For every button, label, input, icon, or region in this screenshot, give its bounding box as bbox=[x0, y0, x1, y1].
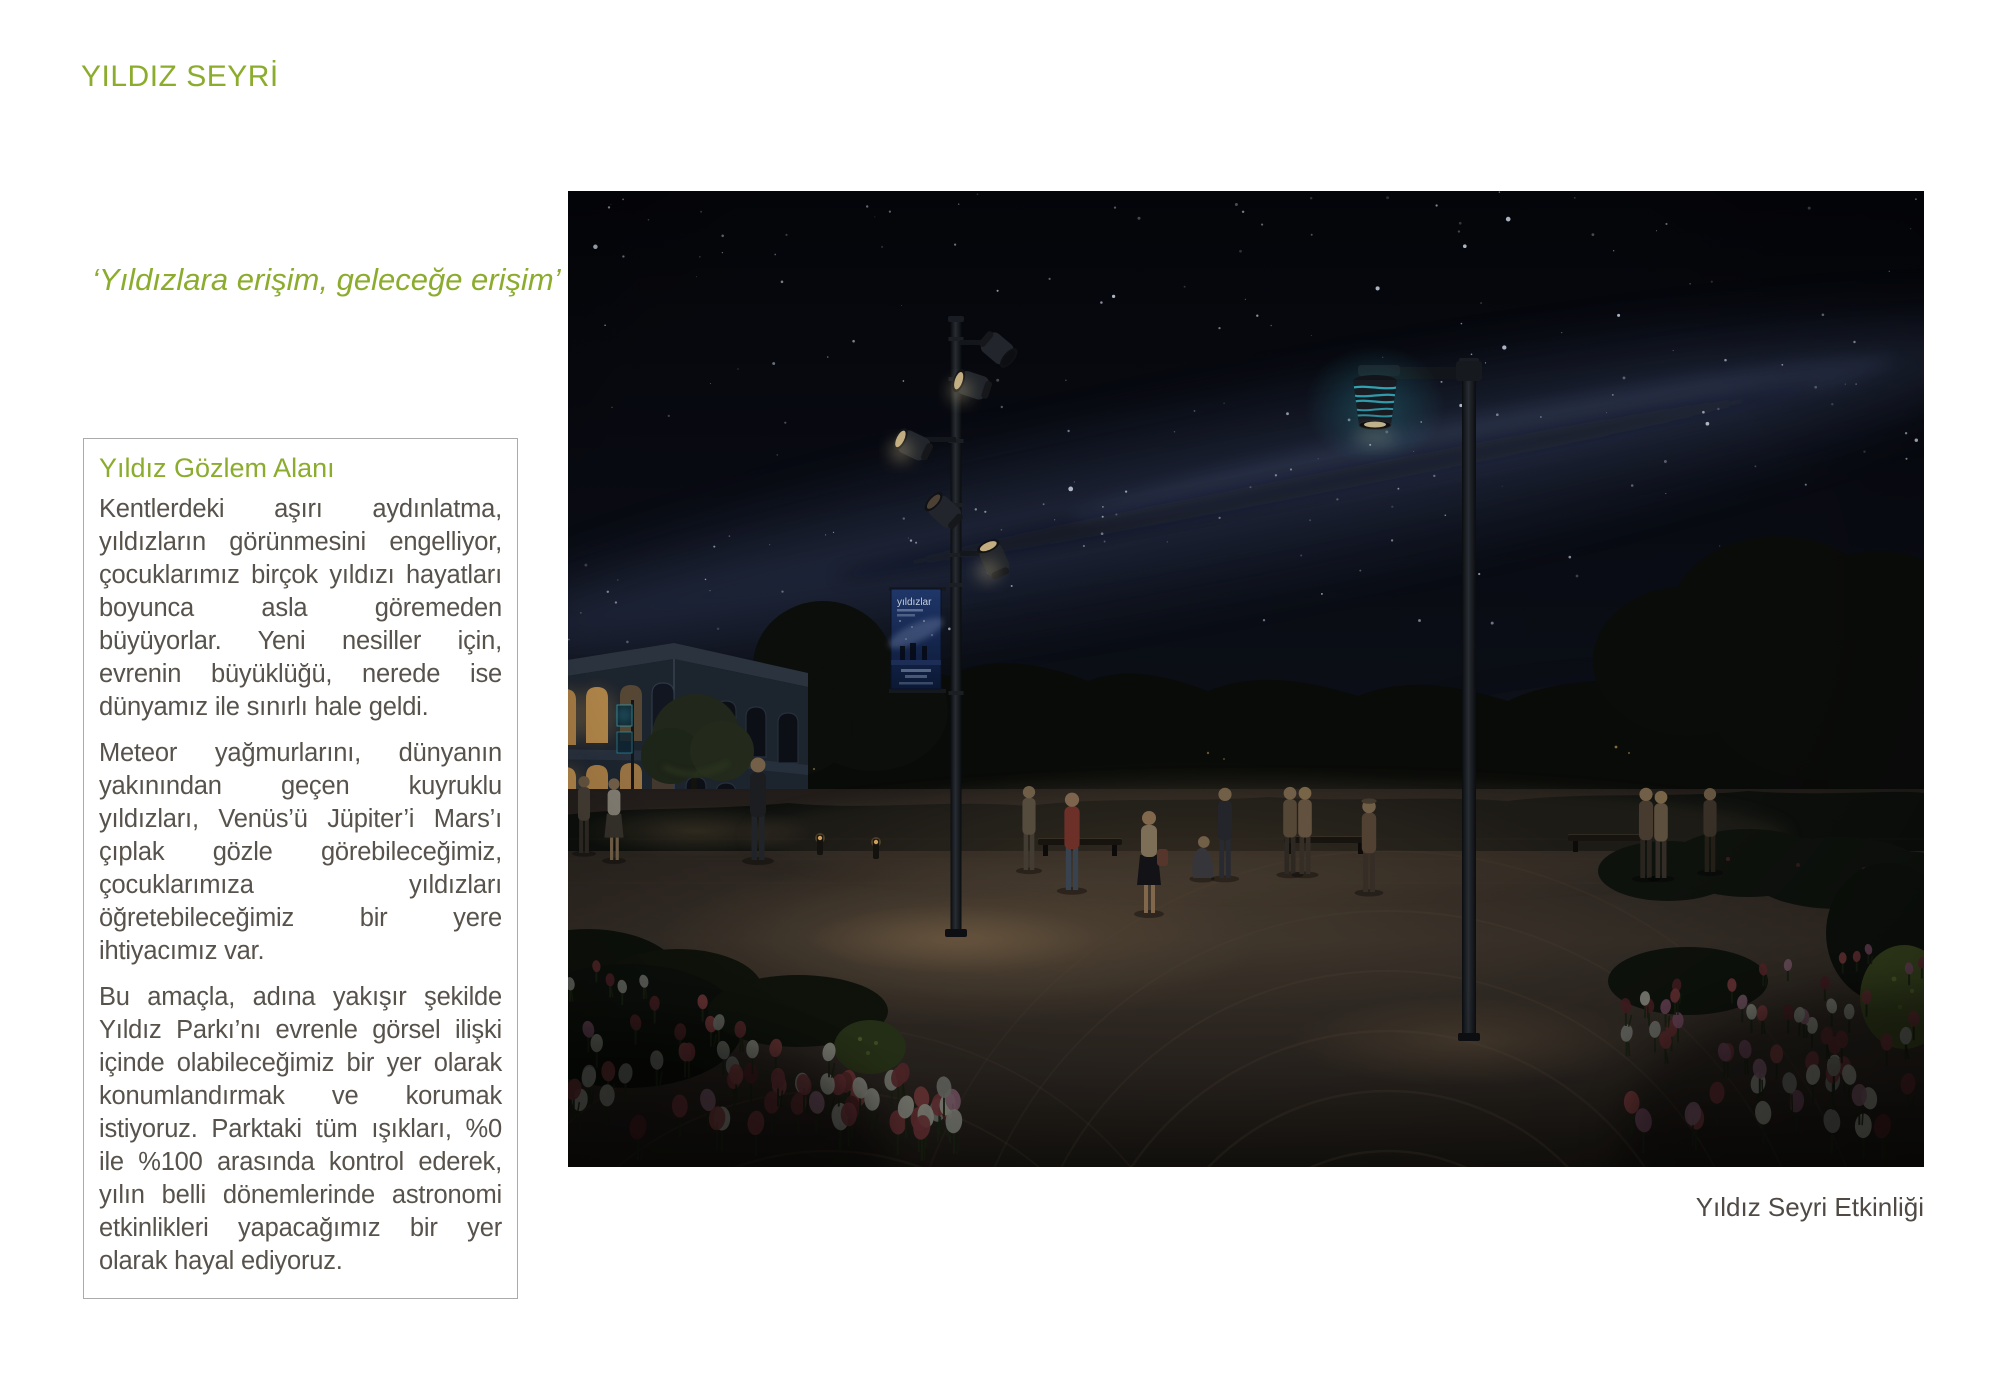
info-box-heading: Yıldız Gözlem Alanı bbox=[99, 453, 335, 483]
motto-quote: ‘Yıldızlara erişim, geleceğe erişim’ bbox=[92, 262, 561, 297]
night-park-render bbox=[568, 191, 1924, 1167]
info-box bbox=[83, 438, 518, 1299]
page-title: YILDIZ SEYRİ bbox=[81, 60, 279, 93]
info-box-paragraph: Bu amaçla, adına yakışır şekilde Yıldız Parkı’nı evrenle görsel ilişki içinde olabileceğimiz bir yer olarak konumlandırmak ve korumak istiyoruz. Parktaki tüm ışıkları, %0 ile %100 arasında kontrol ederek, yılın belli dönemlerinde astronomi etkinlikleri yapacağımız bir yer olarak hayal ediyoruz. bbox=[99, 983, 502, 1275]
info-box-paragraph: Kentlerdeki aşırı aydınlatma, yıldızların görünmesini engelliyor, çocuklarımız birçok yıldızı hayatları boyunca asla göremeden büyüyorlar. Yeni nesiller için, evrenin büyüklüğü, nerede ise dünyamız ile sınırlı hale geldi. bbox=[99, 495, 502, 721]
info-box-paragraph: Meteor yağmurlarını, dünyanın yakınından geçen kuyruklu yıldızları, Venüs’ü Jüpiter’i Mars’ı çıplak gözle görebileceğimiz, çocuklarımıza yıldızları öğretebileceğimiz bir yere ihtiyacımız var. bbox=[99, 739, 502, 965]
figure-caption: Yıldız Seyri Etkinliği bbox=[1695, 1192, 1924, 1222]
